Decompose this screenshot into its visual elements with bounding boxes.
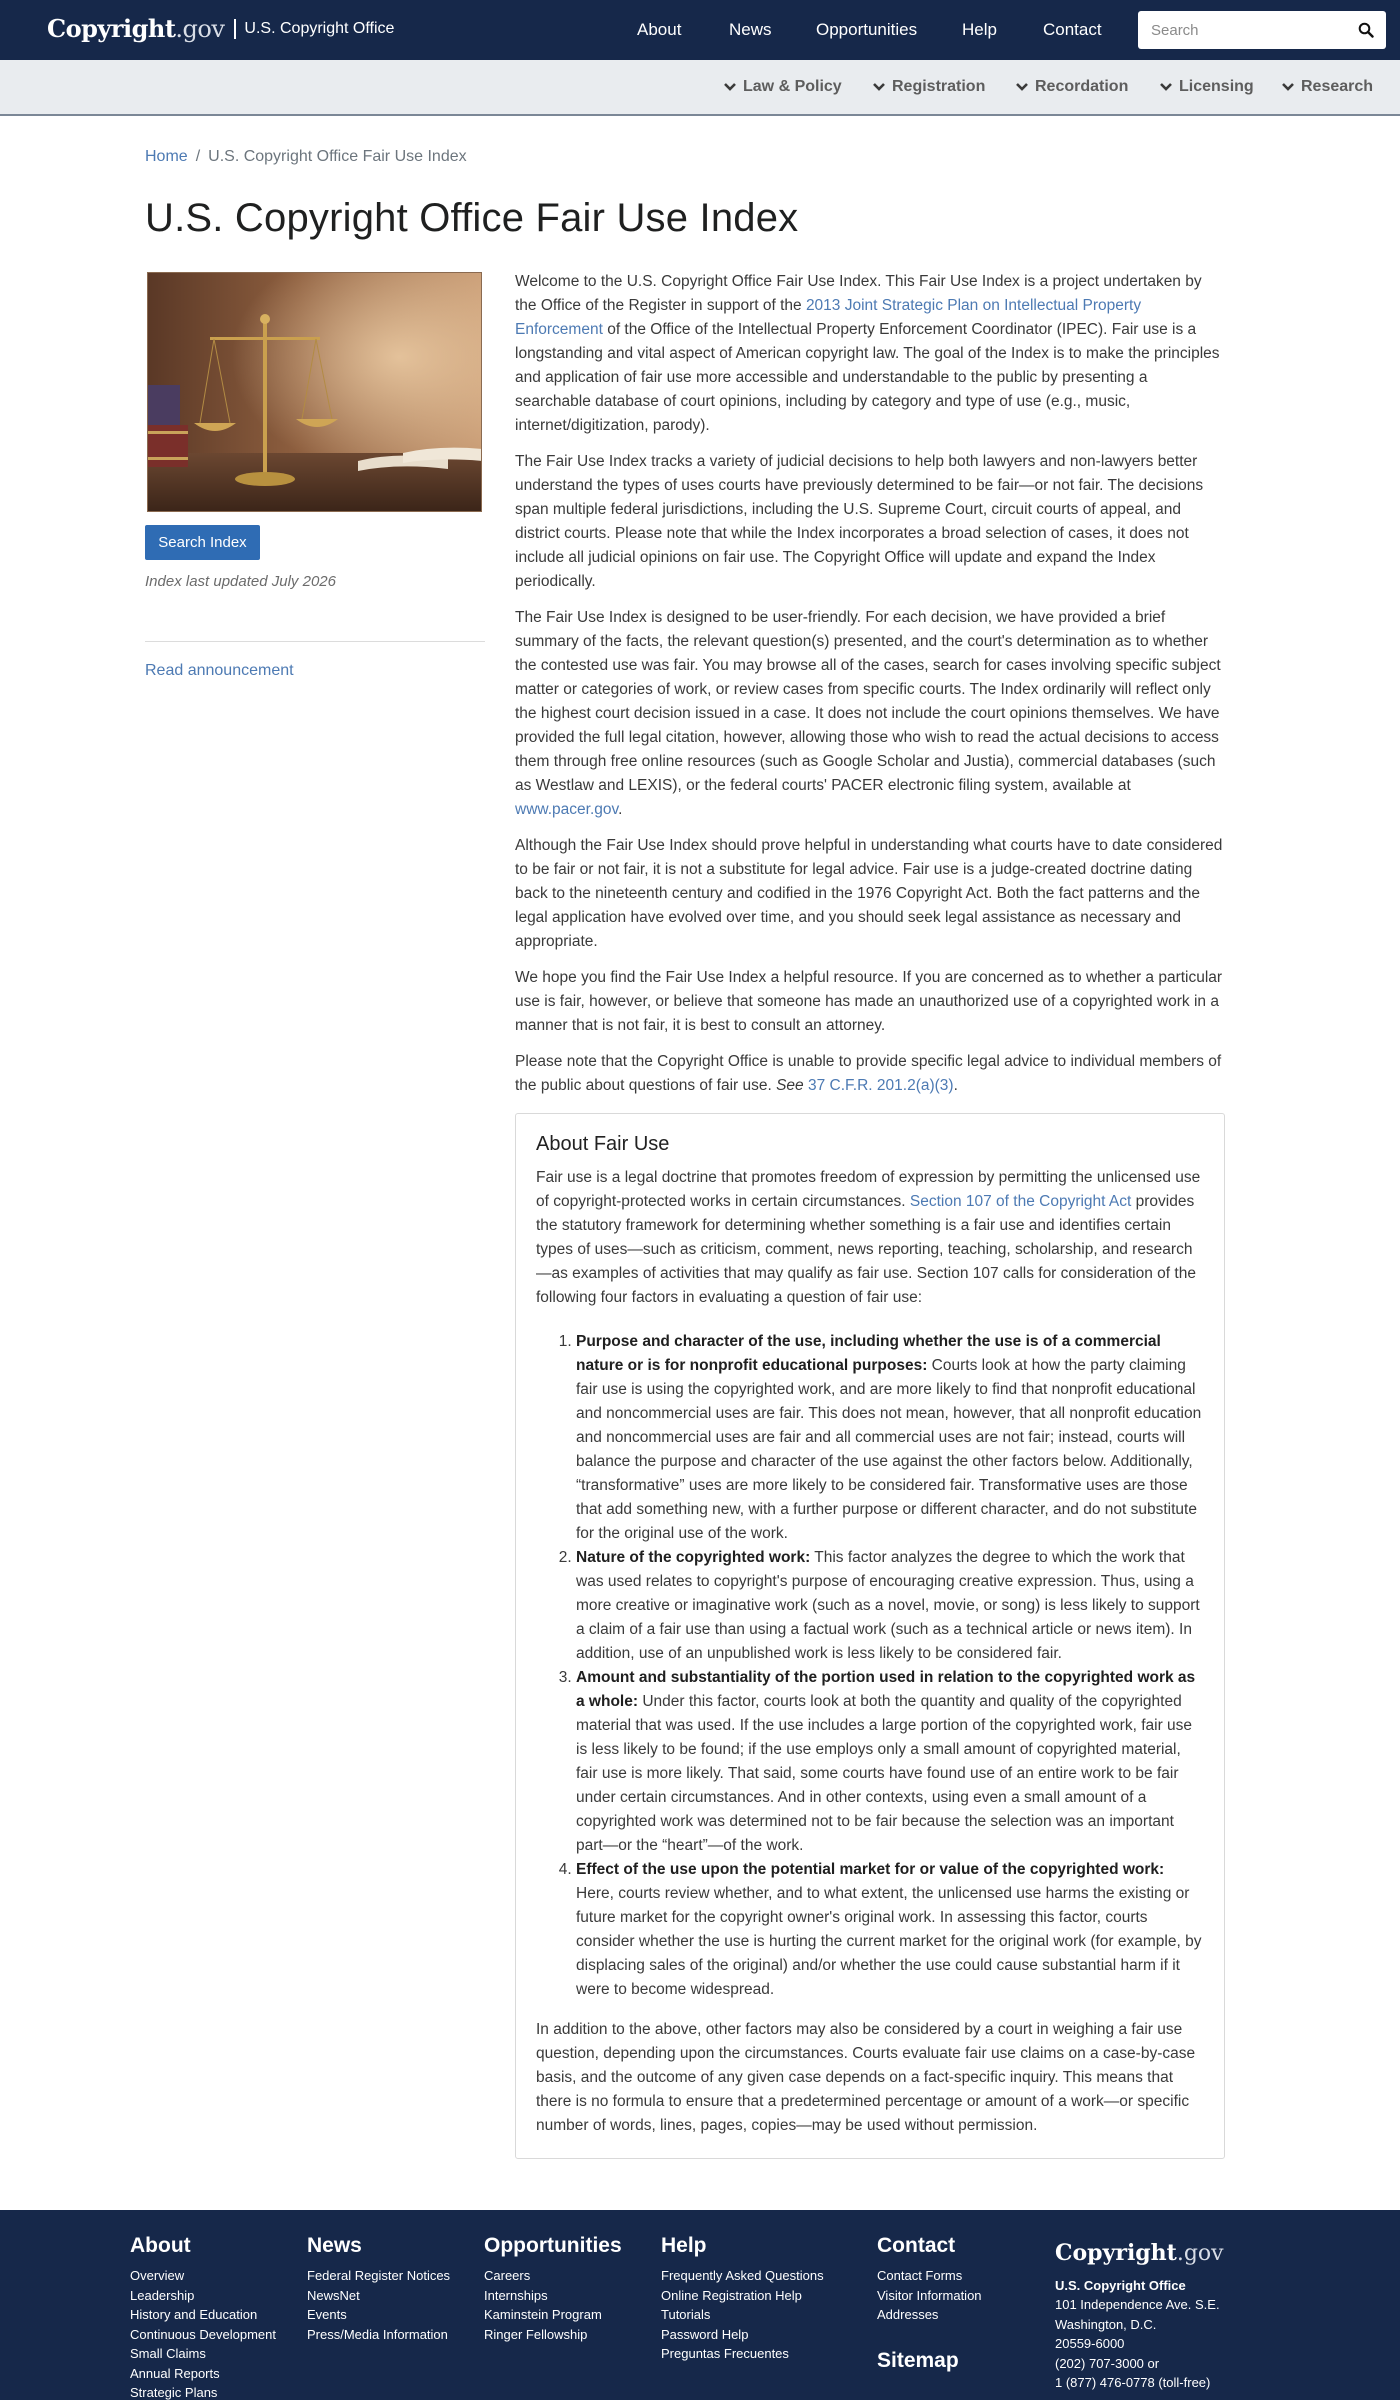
footer-link[interactable]: Visitor Information	[877, 2287, 982, 2303]
breadcrumb-home[interactable]: Home	[145, 148, 188, 165]
site-footer	[0, 2210, 1400, 2400]
footer-link[interactable]: Frequently Asked Questions	[661, 2268, 824, 2283]
footer-col-help	[661, 2234, 824, 2364]
footer-link[interactable]: Events	[307, 2307, 347, 2322]
chevron-down-icon	[1015, 82, 1029, 92]
top-header	[0, 0, 1400, 60]
footer-link[interactable]: Overview	[130, 2268, 185, 2283]
footer-address	[1055, 2240, 1224, 2393]
logo-wordmark: Copyright.gov	[47, 14, 225, 43]
nav-contact[interactable]: Contact	[1043, 20, 1102, 39]
chevron-down-icon	[872, 82, 886, 92]
user-friendly-paragraph: The Fair Use Index is designed to be user-friendly. For each decision, we have provided a brief summary of the facts, the relevant question(s) presented, and the court's determination as to whether the contested use was fair. You may browse all of the cases, search for cases involving specific subject matter or categories of work, or review cases from specific courts. The Index ordinarily will reflect only the highest court decision issued in a case. It does not include the court opinions themselves. We have provided the full legal citation, however, allowing those who wish to read the actual decisions to access them through free online resources (such as Google Scholar and Justia), commercial databases (such as Westlaw and LEXIS), or the federal courts' PACER electronic filing system, available at www.pacer.gov.	[515, 609, 1221, 818]
footer-link[interactable]: Internships	[484, 2287, 548, 2303]
about-fair-use-box	[515, 1113, 1225, 2159]
section-107-link[interactable]: Section 107 of the Copyright Act	[909, 1193, 1132, 1210]
footer-heading[interactable]: About	[130, 2234, 191, 2257]
chevron-down-icon	[1281, 82, 1295, 92]
intro-paragraph: Welcome to the U.S. Copyright Office Fair Use Index. This Fair Use Index is a project undertaken by the Office of the Register in support of the 2013 Joint Strategic Plan on Intellectual Property Enforcement of the Office of the Intellectual Property Enforcement Coordinator (IPEC). Fair use is a longstanding and vital aspect of American copyright law. The goal of the Index is to make the principles and application of fair use more accessible and understandable to the public by presenting a searchable database of court opinions, including by category and type of use (e.g., music, internet/digitization, parody).	[515, 273, 1220, 434]
read-announcement-link[interactable]: Read announcement	[145, 662, 294, 679]
footer-col-contact	[877, 2234, 982, 2325]
footer-link[interactable]: Annual Reports	[130, 2365, 220, 2381]
footer-logo[interactable]: Copyright.gov	[1055, 2240, 1224, 2266]
footer-city: Washington, D.C.	[1055, 2316, 1157, 2332]
footer-col-news	[307, 2234, 450, 2344]
chevron-down-icon	[723, 82, 737, 92]
about-closing: In addition to the above, other factors may also be considered by a court in weighing a fair use question, depending upon the circumstances. Courts evaluate fair use claims on a case-by-case basis, and the outcome of any given case depends on a fact-specific inquiry. This means that there is no formula to ensure that a predetermined percentage or amount of a work—or specific number of words, lines, pages, copies—may be used without permission.	[536, 2021, 1196, 2134]
factor-item: 4. Effect of the use upon the potential market for or value of the copyrighted work: Here, courts review whether, and to what extent, the unlicensed use harms the existing or future market for the copyright owner's original work. In assessing this factor, courts consider whether the use is hurting the current market for the original work (for example, by displacing sales of the original) and/or whether the use could cause substantial harm if it were to become widespread.	[576, 1858, 1204, 2002]
footer-org-name: U.S. Copyright Office	[1055, 2277, 1186, 2293]
footer-link[interactable]: History and Education	[130, 2307, 258, 2322]
nav-news[interactable]: News	[729, 20, 772, 39]
footer-link[interactable]: Ringer Fellowship	[484, 2326, 588, 2342]
footer-link[interactable]: Password Help	[661, 2326, 749, 2342]
factor-item: 2. Nature of the copyrighted work: This factor analyzes the degree to which the work that was used relates to copyright's purpose of encouraging creative expression. Thus, using a more creative or imaginative work (such as a novel, movie, or song) is less likely to support a claim of a fair use than using a factual work (such as a technical article or news item). In addition, use of an unpublished work is less likely to be considered fair.	[576, 1546, 1204, 1666]
main-content	[515, 270, 1225, 2159]
about-fair-use-heading: About Fair Use	[536, 1133, 670, 1155]
joint-strategic-plan-link[interactable]: 2013 Joint Strategic Plan on Intellectual Property Enforcement	[515, 297, 1142, 338]
footer-street: 101 Independence Ave. S.E.	[1055, 2297, 1220, 2312]
page-title: U.S. Copyright Office Fair Use Index	[145, 196, 799, 240]
sidebar-divider	[145, 641, 485, 642]
footer-phone: (202) 707-3000 or	[1055, 2355, 1160, 2371]
pacer-link[interactable]: www.pacer.gov	[515, 801, 619, 818]
site-logo[interactable]	[47, 14, 394, 43]
nav-help[interactable]: Help	[962, 20, 997, 39]
subnav-licensing[interactable]: Licensing	[1159, 78, 1254, 96]
footer-link[interactable]: Press/Media Information	[307, 2326, 448, 2342]
about-intro: Fair use is a legal doctrine that promotes freedom of expression by permitting the unlicensed use of copyright-protected works in certain circumstances. Section 107 of the Copyright Act provides the statutory framework for determining whether something is a fair use and identifies certain types of uses—such as criticism, comment, news reporting, teaching, scholarship, and research—as examples of activities that may qualify as fair use. Section 107 calls for consideration of the following four factors in evaluating a question of fair use:	[536, 1169, 1201, 1306]
footer-link[interactable]: NewsNet	[307, 2287, 360, 2303]
no-legal-advice-paragraph: Please note that the Copyright Office is unable to provide specific legal advice to individual members of the public about questions of fair use. See 37 C.F.R. 201.2(a)(3).	[515, 1053, 1222, 1094]
footer-link[interactable]: Leadership	[130, 2287, 195, 2303]
search-icon[interactable]	[1358, 22, 1374, 38]
footer-heading[interactable]: News	[307, 2234, 362, 2257]
footer-sitemap-link[interactable]: Sitemap	[877, 2349, 959, 2372]
subnav-research[interactable]: Research	[1281, 78, 1373, 96]
subnav-registration[interactable]: Registration	[872, 78, 985, 96]
site-search	[1138, 11, 1386, 49]
footer-link[interactable]: Continuous Development	[130, 2326, 276, 2342]
footer-phone-tollfree: 1 (877) 476-0778 (toll-free)	[1055, 2375, 1211, 2390]
footer-link[interactable]: Preguntas Frecuentes	[661, 2346, 789, 2361]
footer-zip: 20559-6000	[1055, 2336, 1125, 2351]
footer-link[interactable]: Contact Forms	[877, 2268, 963, 2283]
factor-item: 1. Purpose and character of the use, including whether the use is of a commercial nature or is for nonprofit educational purposes: Courts look at how the party claiming fair use is using the copyrighted work, and are more likely to find that nonprofit educational and noncommercial uses are fair. This does not mean, however, that all nonprofit education and noncommercial uses are fair and all commercial uses are not fair; instead, courts will balance the purpose and character of the use against the other factors below. Additionally, “transformative” uses are more likely to be considered fair. Transformative uses are those that add something new, with a further purpose or different character, and do not substitute for the original use of the work.	[576, 1330, 1204, 1546]
search-input[interactable]	[1138, 11, 1338, 49]
breadcrumb-current: U.S. Copyright Office Fair Use Index	[208, 148, 467, 165]
footer-link[interactable]: Addresses	[877, 2307, 939, 2322]
factor-item: 3. Amount and substantiality of the portion used in relation to the copyrighted work as a whole: Under this factor, courts look at both the quantity and quality of the copyrighted material that was used. If the use includes a large portion of the copyrighted work, fair use is less likely to be found; if the use employs only a small amount of copyrighted material, fair use is more likely. That said, some courts have found use of an entire work to be fair under certain circumstances. And in other contexts, using even a small amount of a copyrighted work was determined not to be fair because the selection was an important part—or the “heart”—of the work.	[576, 1666, 1204, 1858]
footer-col-opportunities	[484, 2234, 622, 2344]
four-factors-list	[536, 1330, 1204, 2002]
footer-heading[interactable]: Opportunities	[484, 2234, 622, 2257]
tracking-paragraph: The Fair Use Index tracks a variety of judicial decisions to help both lawyers and non-lawyers better understand the types of uses courts have previously determined to be fair—or not fair. The decisions span multiple federal jurisdictions, including the U.S. Supreme Court, circuit courts of appeal, and district courts. Please note that while the Index incorporates a broad selection of cases, it does not include all judicial opinions on fair use. The Copyright Office will update and expand the Index periodically.	[515, 453, 1204, 590]
search-index-button[interactable]: Search Index	[145, 525, 260, 560]
breadcrumb	[145, 148, 467, 166]
nav-about[interactable]: About	[637, 20, 682, 39]
legal-advice-paragraph: Although the Fair Use Index should prove helpful in understanding what courts have to date considered to be fair or not fair, it is not a substitute for legal advice. Fair use is a judge-created doctrine dating back to the nineteenth century and codified in the 1976 Copyright Act. Both the fact patterns and the legal application have evolved over time, and you should seek legal assistance as necessary and appropriate.	[515, 837, 1223, 950]
subnav-recordation[interactable]: Recordation	[1015, 78, 1128, 96]
logo-office-name: U.S. Copyright Office	[244, 19, 395, 37]
footer-link[interactable]: Online Registration Help	[661, 2287, 802, 2303]
footer-link[interactable]: Careers	[484, 2268, 531, 2283]
nav-opportunities[interactable]: Opportunities	[816, 20, 918, 39]
footer-link[interactable]: Strategic Plans	[130, 2385, 218, 2400]
helpful-resource-paragraph: We hope you find the Fair Use Index a helpful resource. If you are concerned as to whether a particular use is fair, however, or believe that someone has made an unauthorized use of a copyrighted work in a manner that is not fair, it is best to consult an attorney.	[515, 969, 1223, 1034]
subnav-law-policy[interactable]: Law & Policy	[723, 78, 842, 96]
footer-link[interactable]: Tutorials	[661, 2307, 711, 2322]
footer-link[interactable]: Kaminstein Program	[484, 2307, 602, 2322]
cfr-link[interactable]: 37 C.F.R. 201.2(a)(3)	[808, 1077, 954, 1094]
chevron-down-icon	[1159, 82, 1173, 92]
footer-heading[interactable]: Contact	[877, 2234, 956, 2257]
secondary-nav	[0, 60, 1400, 116]
scales-of-justice-image	[147, 272, 482, 512]
footer-link[interactable]: Federal Register Notices	[307, 2268, 451, 2283]
footer-link[interactable]: Small Claims	[130, 2346, 206, 2361]
footer-col-about	[130, 2234, 276, 2400]
breadcrumb-separator: /	[195, 148, 201, 165]
footer-heading[interactable]: Help	[661, 2234, 707, 2257]
index-updated-note: Index last updated July 2026	[145, 573, 336, 590]
logo-divider	[234, 19, 236, 39]
